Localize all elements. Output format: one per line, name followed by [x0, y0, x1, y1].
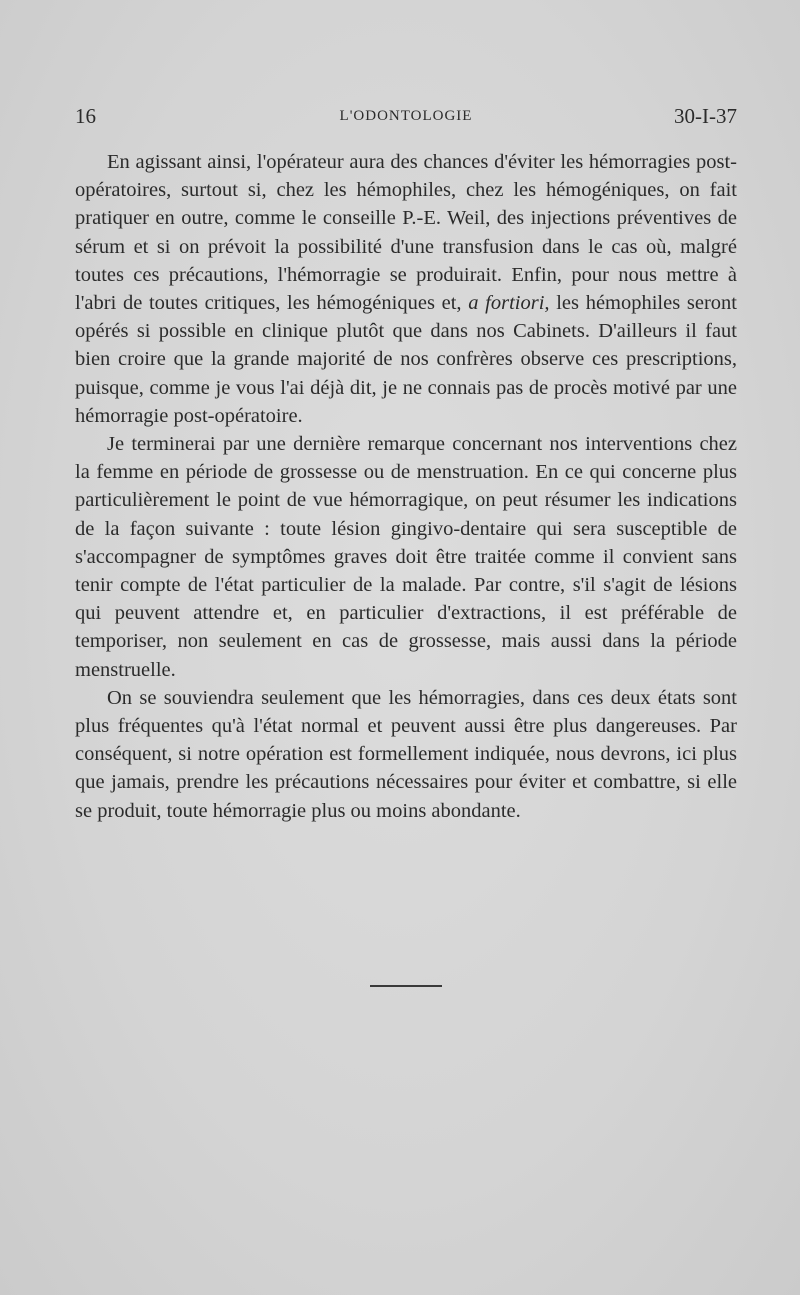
paragraph-2: Je terminerai par une dernière remarque concernant nos interventions chez la femme en période de grossesse ou de menstruation. En ce qui concerne plus particulièrement le point de vue hémorragique, on peut résumer les indications de la façon suivante : toute lésion gingivo-dentaire qui sera susceptible de s'accompagner de symptômes graves doit être traitée comme il convient sans tenir compte de l'état particulier de la malade. Par contre, s'il s'agit de lésions qui peuvent attendre et, en particulier d'extractions, il est préférable de temporiser, non seulement en cas de grossesse, mais aussi dans la période menstruelle.	[75, 433, 737, 681]
page-number: 16	[75, 104, 96, 128]
paper-bleed-through	[100, 1085, 700, 1205]
section-end-rule	[370, 985, 442, 987]
running-title: L'ODONTOLOGIE	[339, 108, 473, 124]
paragraph-3: On se souviendra seulement que les hémorragies, dans ces deux états sont plus fréquentes qu'à l'état normal et peuvent aussi être plus dangereuses. Par conséquent, si notre opération est formellement indiquée, nous devrons, ici plus que jamais, prendre les précautions nécessaires pour éviter et combattre, si elle se produit, toute hémorragie plus ou moins abondante.	[75, 686, 737, 822]
running-header	[75, 104, 737, 134]
paragraph-1-text-a: En agissant ainsi, l'opérateur aura des chances d'éviter les hémorragies post-opératoires, surtout si, chez les hémophiles, chez les hémogéniques, on fait pratiquer en outre, comme le conseille P.-E. Weil, des injections préventives de sérum et si on prévoit la possibilité d'une transfusion dans le cas où, malgré toutes ces précautions, l'hémorragie se produirait. Enfin, pour nous mettre à l'abri de toutes critiques, les hémogéniques et,	[75, 151, 737, 315]
paragraph-1-italic: a fortiori,	[468, 292, 550, 315]
issue-date: 30-I-37	[674, 104, 737, 128]
paragraph-1	[75, 148, 737, 430]
paragraph-1-text-b: les hémophiles seront opérés si possible en clinique plutôt que dans nos Cabinets. D'ailleurs il faut bien croire que la grande majorité de nos confrères observe ces prescriptions, puisque, comme je vous l'ai déjà dit, je ne connais pas de procès motivé par une hémorragie post-opératoire.	[75, 292, 737, 427]
article-body	[75, 148, 737, 825]
